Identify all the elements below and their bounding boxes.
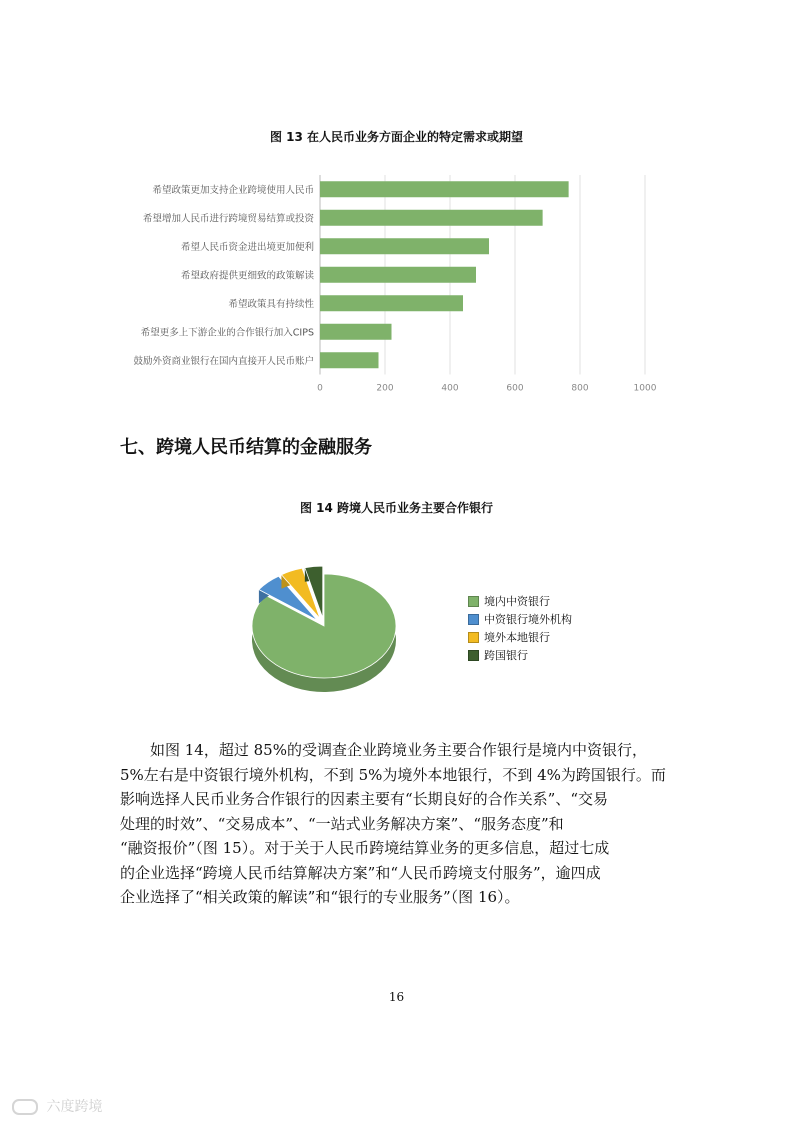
legend-item	[468, 592, 572, 610]
bar	[320, 295, 463, 311]
figure-13-bar-chart	[110, 175, 670, 397]
legend-label: 境内中资银行	[484, 595, 550, 608]
x-tick-label: 0	[317, 383, 323, 394]
watermark	[12, 1096, 102, 1116]
x-tick-label: 1000	[633, 383, 657, 394]
figure-13-title: 图 13 在人民币业务方面企业的特定需求或期望	[269, 130, 524, 144]
page-number: 16	[388, 990, 405, 1004]
x-tick-label: 600	[506, 383, 524, 394]
category-label: 希望增加人民币进行跨境贸易结算或投资	[142, 213, 314, 225]
category-label: 鼓励外资商业银行在国内直接开人民币账户	[133, 355, 314, 367]
paragraph-line: 企业选择了“相关政策的解读”和“银行的专业服务”（图 16）。	[120, 888, 520, 906]
bar	[320, 352, 379, 368]
watermark-logo-icon	[12, 1099, 38, 1115]
legend-item	[468, 646, 572, 664]
bar	[320, 210, 543, 226]
legend-item	[468, 610, 572, 628]
x-tick-label: 200	[376, 383, 394, 394]
x-tick-label: 800	[571, 383, 589, 394]
legend-swatch	[468, 596, 479, 607]
figure-14-legend	[468, 592, 572, 664]
paragraph-line: 处理的时效”、“交易成本”、“一站式业务解决方案”、“服务态度”和	[120, 814, 564, 833]
watermark-text: 六度跨境	[46, 1099, 103, 1115]
section-heading: 七、跨境人民币结算的金融服务	[120, 437, 372, 458]
figure-14-pie-chart	[240, 550, 420, 710]
paragraph-line: 影响选择人民币业务合作银行的因素主要有“长期良好的合作关系”、“交易	[120, 790, 609, 808]
body-paragraph	[120, 738, 680, 910]
figure-14-title: 图 14 跨境人民币业务主要合作银行	[299, 501, 494, 515]
paragraph-line: 的企业选择“跨境人民币结算解决方案”和“人民币跨境支付服务”，逾四成	[120, 863, 601, 882]
legend-label: 跨国银行	[484, 649, 528, 662]
legend-item	[468, 628, 572, 646]
paragraph-line: 5%左右是中资银行境外机构，不到 5%为境外本地银行，不到 4%为跨国银行。而	[120, 765, 666, 784]
paragraph-line: “融资报价”（图 15）。对于关于人民币跨境结算业务的更多信息，超过七成	[120, 839, 610, 857]
bar	[320, 181, 569, 197]
bar	[320, 238, 489, 254]
category-label: 希望政府提供更细致的政策解读	[180, 270, 314, 282]
x-tick-label: 400	[441, 383, 459, 394]
category-label: 希望政策更加支持企业跨境使用人民币	[152, 184, 314, 196]
legend-label: 境外本地银行	[484, 631, 550, 644]
legend-label: 中资银行境外机构	[484, 613, 572, 626]
category-label: 希望更多上下游企业的合作银行加入CIPS	[140, 327, 314, 339]
legend-swatch	[468, 650, 479, 661]
category-label: 希望政策具有持续性	[228, 298, 314, 310]
category-label: 希望人民币资金进出境更加便利	[180, 241, 314, 253]
legend-swatch	[468, 632, 479, 643]
bar	[320, 267, 476, 283]
paragraph-line: 如图 14，超过 85%的受调查企业跨境业务主要合作银行是境内中资银行，	[150, 741, 647, 759]
legend-swatch	[468, 614, 479, 625]
bar	[320, 324, 392, 340]
